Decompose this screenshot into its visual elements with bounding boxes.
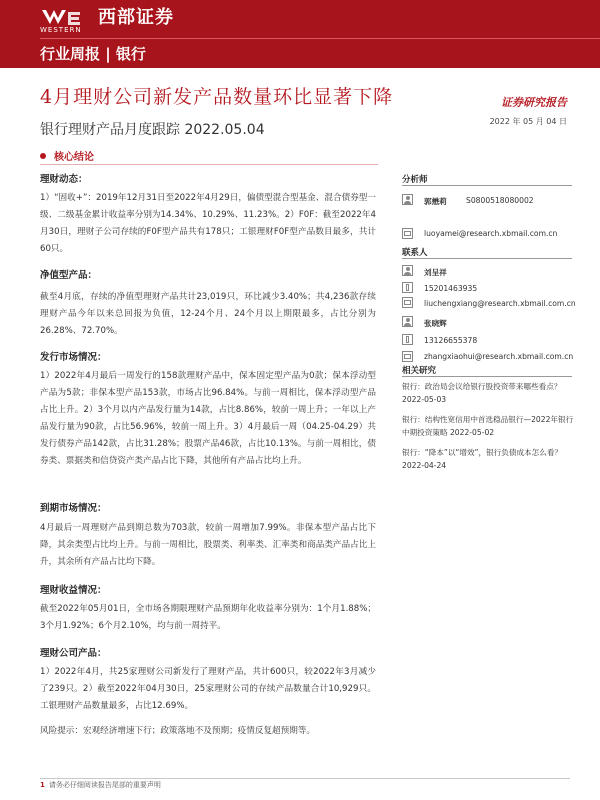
section-paragraph: 截至4月底，存续的净值型理财产品共计23,019只，环比减少3.40%；共4,236款存续理财产品今年以来总回报为负值，12-24个月、24个月以上期限最多，占比分别为26.28%、72.70%。 xyxy=(40,292,376,336)
section-paragraph: 4月最后一周理财产品到期总数为703款，较前一周增加7.99%。非保本型产品占比下降，其余类型占比均上升。与前一周相比，股票类、利率类、汇率类和商品类产品占比上升，其余所有产品占比均下降。 xyxy=(40,523,376,567)
section-title-yield: 理财收益情况： xyxy=(40,585,107,596)
bullet-dot-icon xyxy=(40,153,46,159)
logo-cn-text: 西部证券 xyxy=(98,7,174,28)
core-divider xyxy=(40,164,378,165)
section-paragraph: 1）2022年4月，共25家理财公司新发行了理财产品，共计600只，较2022年3月减少了239只。2）截至2022年04月30日，25家理财公司的存续产品数量合计10,929只。工银理财产品数量最多，占比12.69%。 xyxy=(40,667,376,711)
sidebar-divider xyxy=(402,258,572,259)
section-title-net-value: 净值型产品： xyxy=(40,270,98,281)
footer-disclaimer: 请务必仔细阅读报告尾部的重要声明 xyxy=(48,781,161,789)
document-type: 行业周报 | 银行 xyxy=(40,45,146,63)
analyst-heading: 分析师 xyxy=(402,175,428,185)
contact-name: 刘呈祥 xyxy=(424,268,447,277)
logo-en-text: WESTERN xyxy=(40,26,82,34)
footer-divider xyxy=(40,778,570,779)
header-divider xyxy=(40,38,600,39)
analyst-name: 郭懋莉 xyxy=(424,197,447,206)
related-research-item[interactable]: 银行：结构性宽信用中首选稳品银行—2022年银行中期投资策略 2022-05-02 xyxy=(402,415,574,437)
phone-icon xyxy=(402,334,413,345)
person-icon xyxy=(402,194,413,205)
section-title-wealth-companies: 理财公司产品： xyxy=(40,648,107,659)
page-title: 4月理财公司新发产品数量环比显著下降 xyxy=(40,86,394,108)
risk-warning: 风险提示：宏观经济增速下行；政策落地不及预期；疫情反复超预期等。 xyxy=(40,726,316,736)
analyst-email[interactable]: luoyamei@research.xbmail.com.cn xyxy=(424,229,558,238)
person-icon xyxy=(402,316,413,327)
section-paragraph: 截至2022年05月01日，全市场各期限理财产品预期年化收益率分别为：1个月1.88%；3个月1.92%；6个月2.10%，均与前一周持平。 xyxy=(40,604,376,631)
page-number: 1 xyxy=(40,781,45,789)
page-footer xyxy=(40,780,161,790)
mail-icon xyxy=(402,228,413,239)
analyst-cert: S0800518080002 xyxy=(466,196,534,205)
related-research-item[interactable]: 银行：政治局会议给银行股投资带来哪些看点？ 2022-05-03 xyxy=(402,382,562,404)
report-date: 2022 年 05 月 04 日 xyxy=(489,117,567,126)
section-title-wealth-dynamics: 理财动态： xyxy=(40,174,88,185)
person-icon xyxy=(402,265,413,276)
section-title-maturity: 到期市场情况： xyxy=(40,503,107,514)
section-paragraph: 1）“固收+”：2019年12月31日至2022年4月29日，偏债型混合型基金、混合债券型一级、二级基金累计收益率分别为14.34%、10.29%、11.23%。2）F0F：截至2022年4月30日，理财子公司存续的F0F型产品共有178只；工银理财F0F型产品数目最多，共计60只。 xyxy=(40,193,376,254)
mail-icon xyxy=(402,351,413,362)
report-header xyxy=(0,0,600,68)
contact-phone: 15201463935 xyxy=(424,284,478,293)
contact-email[interactable]: liuchengxiang@research.xbmail.com.cn xyxy=(424,299,576,308)
contact-phone: 13126655378 xyxy=(424,336,478,345)
section-paragraph: 1）2022年4月最后一周发行的158款理财产品中，保本固定型产品为0款；保本浮动型产品为5款；非保本型产品153款，市场占比96.84%。与前一周相比，保本浮动型产品占比上升。2）3个月以内产品发行量为14款，占比8.86%，较前一周上升；一年以上产品发行量为90款，占比56.96%，较前一周上升。3）4月最后一周（04.25-04.29）共发行债券产品142款，占比31.28%；股票产品46款，占比10.13%。与前一周相比，债券类、票据类和信贷资产类产品占比下降，其他所有产品占比均上升。 xyxy=(40,371,376,466)
page-subtitle: 银行理财产品月度跟踪 2022.05.04 xyxy=(40,122,265,138)
contact-name: 张晓辉 xyxy=(424,319,447,328)
mail-icon xyxy=(402,297,413,308)
sidebar-divider xyxy=(402,376,572,377)
core-conclusion-label: 核心结论 xyxy=(54,152,94,163)
contact-heading: 联系人 xyxy=(402,248,428,258)
sidebar-divider xyxy=(402,185,572,186)
report-tag: 证券研究报告 xyxy=(501,96,567,109)
phone-icon xyxy=(402,282,413,293)
section-title-issuance: 发行市场情况： xyxy=(40,352,107,363)
related-research-item[interactable]: 银行：“降本”以“增效”，银行负债成本怎么看？ 2022-04-24 xyxy=(402,448,563,470)
related-research-heading: 相关研究 xyxy=(402,366,437,376)
contact-email[interactable]: zhangxiaohui@research.xbmail.com.cn xyxy=(424,352,574,361)
